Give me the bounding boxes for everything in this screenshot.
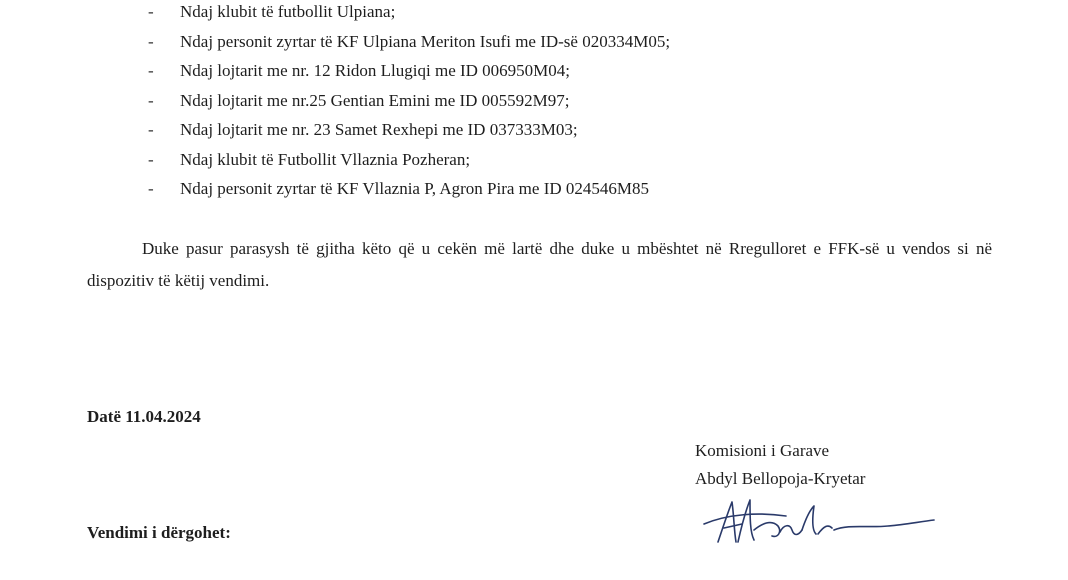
decision-paragraph: Duke pasur parasysh të gjitha këto që u cekën më lartë dhe duke u mbështet në Rregulloret e FFK-së u vendos si në dispozitiv të këtij vendimi. [87, 239, 992, 290]
list-item-text: Ndaj personit zyrtar të KF Vllaznia P, Agron Pira me ID 024546M85 [180, 179, 650, 198]
list-item-text: Ndaj lojtarit me nr. 23 Samet Rexhepi me ID 037333M03; [180, 120, 578, 139]
list-marker: - [148, 179, 154, 198]
signatory-block [695, 437, 865, 493]
signatory-name: Abdyl Bellopoja-Kryetar [695, 469, 866, 488]
commission-name: Komisioni i Garave [695, 441, 830, 460]
list-marker: - [148, 90, 154, 110]
list-marker: - [148, 120, 154, 139]
handwritten-signature [698, 494, 938, 554]
list-item-text: Ndaj klubit të futbollit Ulpiana; [180, 2, 396, 21]
decision-date: Datë 11.04.2024 [87, 407, 201, 426]
list-marker: - [148, 149, 154, 169]
list-item-text: Ndaj lojtarit me nr.25 Gentian Emini me ID 005592M97; [180, 90, 570, 110]
list-marker: - [148, 31, 154, 51]
list-item-text: Ndaj lojtarit me nr. 12 Ridon Llugiqi me ID 006950M04; [180, 61, 571, 80]
list-marker: - [148, 61, 154, 80]
list-item-text: Ndaj klubit të Futbollit Vllaznia Pozheran; [180, 149, 471, 169]
list-marker: - [148, 2, 154, 21]
recipients-heading: Vendimi i dërgohet: [87, 523, 231, 542]
list-item-text: Ndaj personit zyrtar të KF Ulpiana Meriton Isufi me ID-së 020334M05; [180, 31, 671, 51]
